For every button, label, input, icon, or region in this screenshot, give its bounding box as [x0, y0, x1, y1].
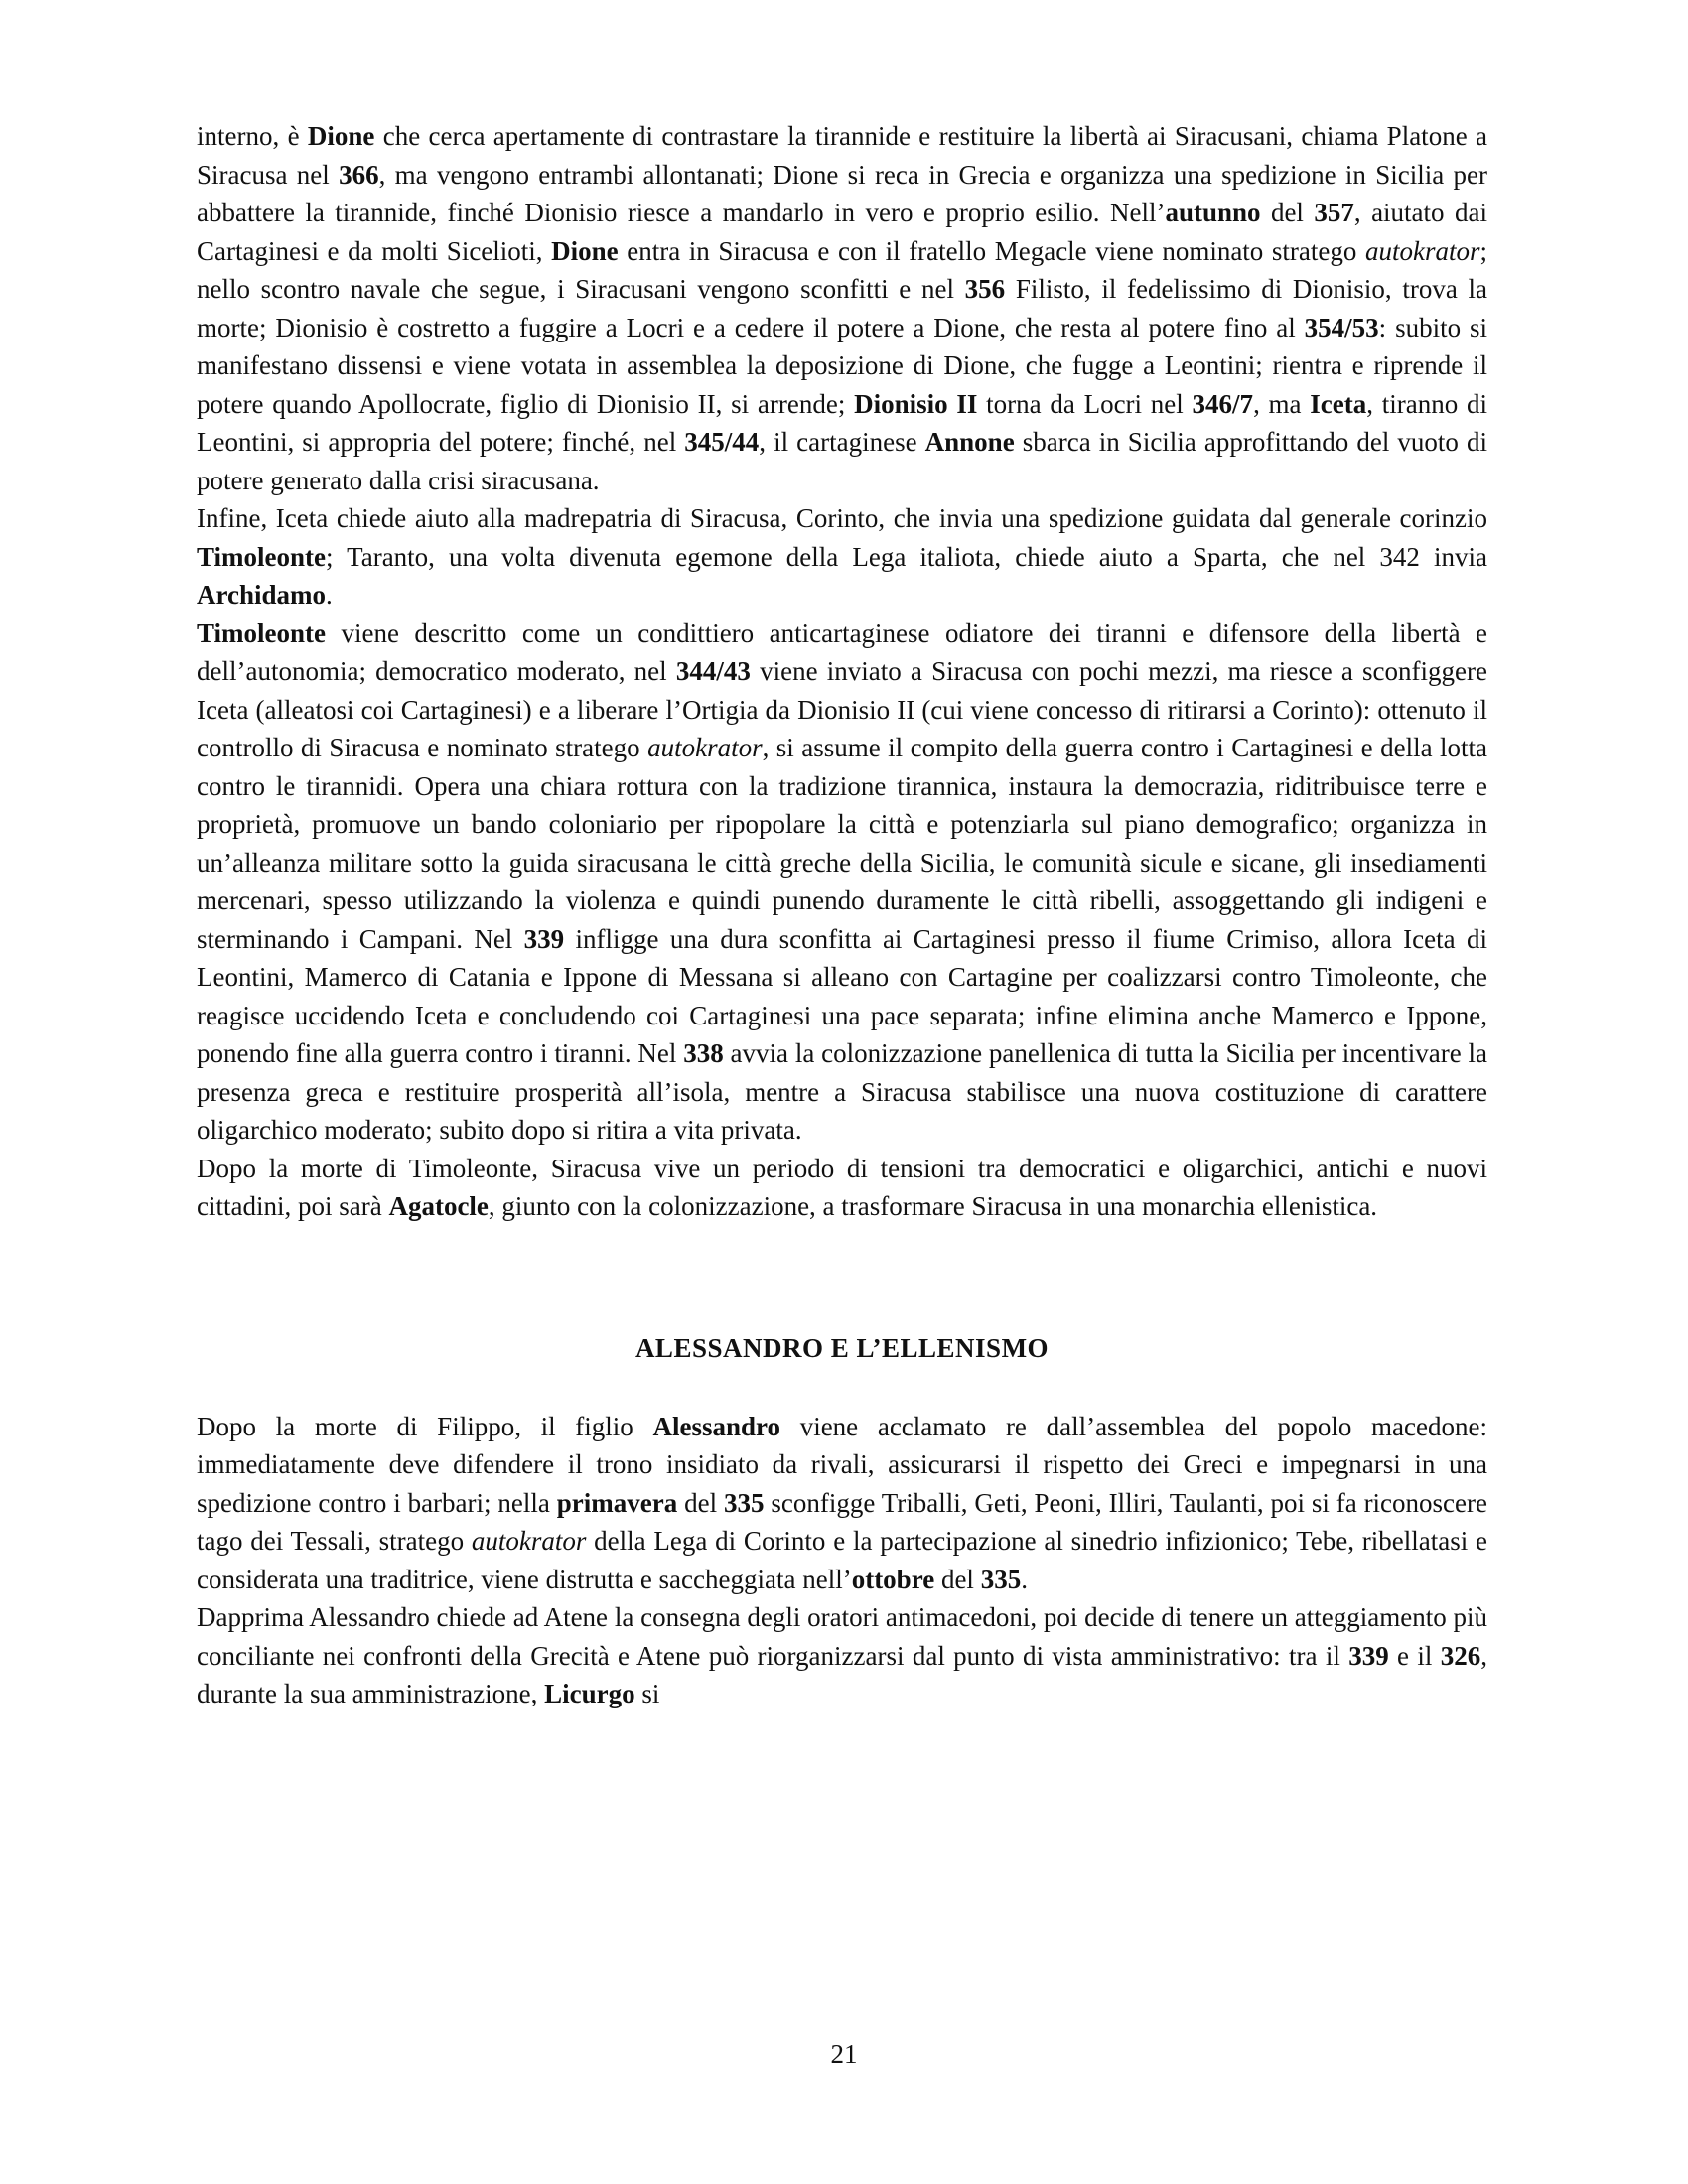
- bold-term: 344/43: [675, 656, 751, 686]
- bold-term: 338: [683, 1038, 724, 1068]
- bold-term: 335: [723, 1487, 765, 1518]
- bold-term: 326: [1440, 1640, 1481, 1671]
- section-siracusa: [197, 117, 1487, 1226]
- bold-term: 335: [980, 1564, 1022, 1594]
- bold-term: ottobre: [851, 1564, 935, 1594]
- section-heading: ALESSANDRO E L’ELLENISMO: [634, 1332, 1050, 1363]
- bold-term: 354/53: [1304, 312, 1379, 342]
- bold-term: Dione: [307, 121, 375, 151]
- bold-term: Archidamo: [197, 580, 327, 610]
- page-body: [197, 117, 1487, 1713]
- italic-term: autokrator: [647, 733, 763, 762]
- paragraph-atene: Dapprima Alessandro chiede ad Atene la consegna degli oratori antimacedoni, poi decide di tenere un atteggiamento più conciliante nei confronti della Grecità e Atene può riorganizzarsi dal punto di vista amministrativo: tra il 339 e il 326, durante la sua amministrazione, Licurgo si: [197, 1602, 1487, 1708]
- paragraph-dione: interno, è Dione che cerca apertamente di contrastare la tirannide e restituire la libertà ai Siracusani, chiama Platone a Siracusa nel 366, ma vengono entrambi allontanati; Dione si reca in Grecia e organizza una spedizione in Sicilia per abbattere la tirannide, finché Dionisio riesce a mandarlo in vero e proprio esilio. Nell’autunno del 357, aiutato dai Cartaginesi e da molti Sicelioti, Dione entra in Siracusa e con il fratello Megacle viene nominato stratego autokrator; nello scontro navale che segue, i Siracusani vengono sconfitti e nel 356 Filisto, il fedelissimo di Dionisio, trova la morte; Dionisio è costretto a fuggire a Locri e a cedere il potere a Dione, che resta al potere fino al 354/53: subito si manifestano dissensi e viene votata in assemblea la deposizione di Dione, che fugge a Leontini; rientra e riprende il potere quando Apollocrate, figlio di Dionisio II, si arrende; Dionisio II torna da Locri nel 346/7, ma Iceta, tiranno di Leontini, si appropria del potere; finché, nel 345/44, il cartaginese Annone sbarca in Sicilia approfittando del vuoto di potere generato dalla crisi siracusana.: [197, 121, 1488, 495]
- bold-term: Annone: [924, 427, 1015, 457]
- paragraph-agatocle: Dopo la morte di Timoleonte, Siracusa vive un periodo di tensioni tra democratici e oligarchici, antichi e nuovi cittadini, poi sarà Agatocle, giunto con la colonizzazione, a trasformare Siracusa in una monarchia ellenistica.: [197, 1153, 1487, 1221]
- bold-term: Timoleonte: [197, 617, 326, 648]
- section-alessandro: [197, 1333, 1487, 1713]
- italic-term: autokrator: [1364, 235, 1480, 266]
- paragraph-iceta-corinto: Infine, Iceta chiede aiuto alla madrepatria di Siracusa, Corinto, che invia una spedizione guidata dal generale corinzio Timoleonte; Taranto, una volta divenuta egemone della Lega italiota, chiede aiuto a Sparta, che nel 342 invia Archidamo.: [197, 503, 1487, 610]
- paragraph-timoleonte: Timoleonte viene descritto come un condittiero anticartaginese odiatore dei tiranni e difensore della libertà e dell’autonomia; democratico moderato, nel 344/43 viene inviato a Siracusa con pochi mezzi, ma riesce a sconfiggere Iceta (alleatosi coi Cartaginesi) e a liberare l’Ortigia da Dionisio II (cui viene concesso di ritirarsi a Corinto): ottenuto il controllo di Siracusa e nominato stratego autokrator, si assume il compito della guerra contro i Cartaginesi e della lotta contro le tirannidi. Opera una chiara rottura con la tradizione tirannica, instaura la democrazia, riditribuisce terre e proprietà, promuove un bando coloniario per ripopolare la città e potenziarla sul piano demografico; organizza in un’alleanza militare sotto la guida siracusana le città greche della Sicilia, le comunità sicule e sicane, gli insediamenti mercenari, spesso utilizzando la violenza e quindi punendo duramente le città ribelli, assoggettando gli indigeni e sterminando i Campani. Nel 339 infligge una dura sconfitta ai Cartaginesi presso il fiume Crimiso, allora Iceta di Leontini, Mamerco di Catania e Ippone di Messana si alleano con Cartagine per coalizzarsi contro Timoleonte, che reagisce uccidendo Iceta e concludendo coi Cartaginesi una pace separata; infine elimina anche Mamerco e Ippone, ponendo fine alla guerra contro i tiranni. Nel 338 avvia la colonizzazione panellenica di tutta la Sicilia per incentivare la presenza greca e restituire prosperità all’isola, mentre a Siracusa stabilisce una nuova costituzione di carattere oligarchico moderato; subito dopo si ritira a vita privata.: [197, 617, 1487, 1145]
- bold-term: 339: [1348, 1640, 1389, 1671]
- bold-term: Licurgo: [544, 1679, 635, 1708]
- bold-term: 357: [1314, 198, 1354, 227]
- bold-term: primavera: [556, 1487, 678, 1518]
- bold-term: Agatocle: [388, 1191, 489, 1221]
- italic-term: autokrator: [471, 1526, 587, 1556]
- bold-term: Alessandro: [652, 1411, 781, 1441]
- bold-term: 339: [523, 923, 565, 954]
- bold-term: 366: [339, 159, 379, 190]
- bold-term: Iceta: [1310, 388, 1367, 419]
- bold-term: 346/7: [1192, 388, 1254, 419]
- bold-term: 345/44: [684, 427, 760, 457]
- bold-term: 356: [964, 274, 1006, 304]
- page-number: 21: [830, 2039, 858, 2069]
- bold-term: Dionisio II: [854, 388, 978, 419]
- bold-term: Timoleonte: [197, 541, 326, 572]
- bold-term: autunno: [1165, 198, 1261, 227]
- bold-term: Dione: [551, 235, 619, 266]
- paragraph-alessandro: Dopo la morte di Filippo, il figlio Alessandro viene acclamato re dall’assemblea del popolo macedone: immediatamente deve difendere il trono insidiato da rivali, assicurarsi il rispetto dei Greci e impegnarsi in una spedizione contro i barbari; nella primavera del 335 sconfigge Triballi, Geti, Peoni, Illiri, Taulanti, poi si fa riconoscere tago dei Tessali, stratego autokrator della Lega di Corinto e la partecipazione al sinedrio infizionico; Tebe, ribellatasi e considerata una traditrice, viene distrutta e saccheggiata nell’ottobre del 335.: [197, 1411, 1487, 1594]
